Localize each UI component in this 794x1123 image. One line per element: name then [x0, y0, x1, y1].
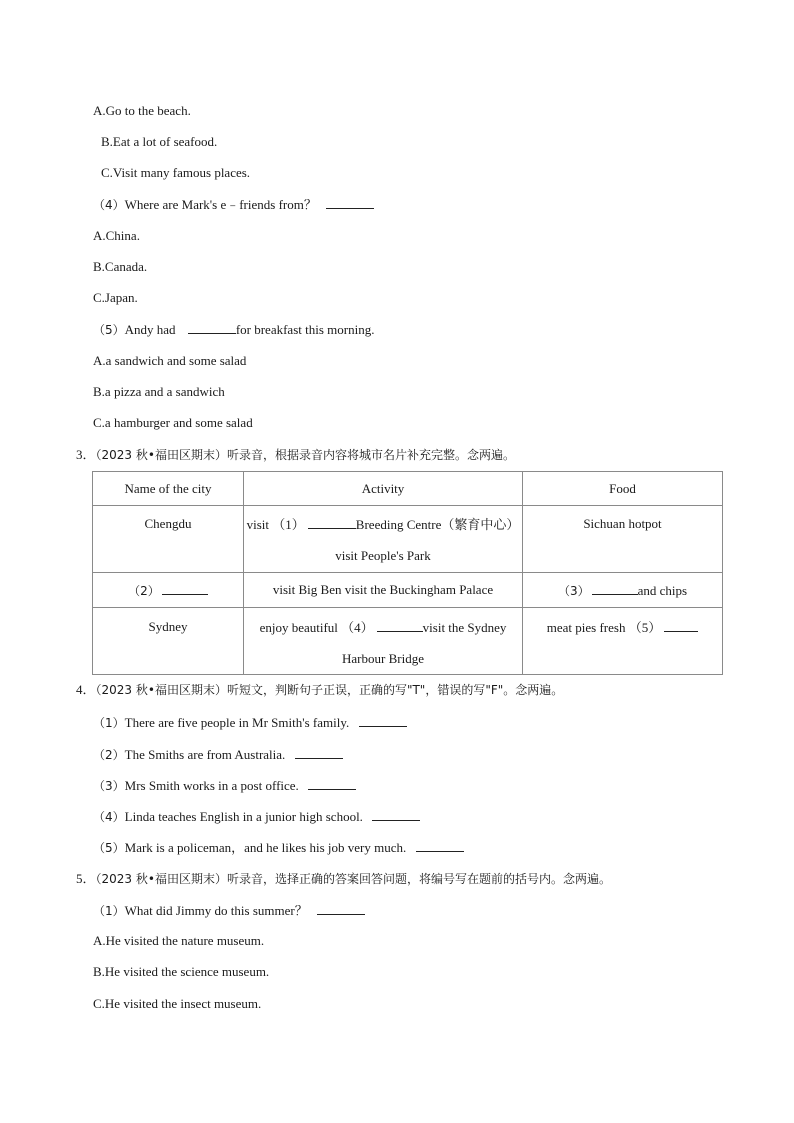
- question-source: （2023 秋•福田区期末）: [95, 448, 227, 462]
- question-number: 4．: [76, 682, 96, 697]
- answer-blank[interactable]: [295, 746, 343, 759]
- option-5a: A.a sandwich and some salad: [93, 353, 247, 368]
- cell-food: Sichuan hotpot: [523, 506, 723, 573]
- food-text: meat pies fresh （5）: [546, 620, 662, 635]
- question-4-heading: [76, 682, 563, 698]
- answer-blank[interactable]: [162, 582, 208, 595]
- answer-blank[interactable]: [416, 839, 464, 852]
- option-4c: C.Japan.: [93, 290, 138, 305]
- question-instruction: 听录音，根据录音内容将城市名片补充完整。念两遍。: [226, 448, 515, 462]
- answer-blank[interactable]: [664, 619, 698, 632]
- question-text-post: for breakfast this morning.: [235, 322, 375, 337]
- table-row: [93, 608, 723, 675]
- city-card-table: [92, 471, 723, 675]
- cell-city: Chengdu: [93, 506, 244, 573]
- item-number: （1）: [93, 904, 125, 918]
- table-header-row: [93, 472, 723, 506]
- activity-text: Breeding Centre（繁育中心）: [355, 517, 520, 532]
- item-number: （1）: [93, 716, 125, 730]
- item-number: （2）: [93, 748, 125, 762]
- option-5-1c: C.He visited the insect museum.: [93, 996, 262, 1011]
- item-number: （4）: [93, 198, 125, 212]
- statement-text: There are five people in Mr Smith's family.: [124, 715, 350, 730]
- activity-text: visit the Sydney: [422, 620, 507, 635]
- question-2-4: [93, 196, 374, 213]
- cell-food: [523, 608, 723, 675]
- question-text-pre: Andy had: [124, 322, 176, 337]
- option-5b: B.a pizza and a sandwich: [93, 384, 225, 399]
- question-2-5: [93, 321, 374, 338]
- answer-blank[interactable]: [592, 582, 638, 595]
- cell-activity: [244, 608, 523, 675]
- option-4a: A.China.: [93, 228, 140, 243]
- item-number: （3）: [93, 779, 125, 793]
- header-food: Food: [523, 472, 723, 506]
- answer-blank[interactable]: [317, 902, 365, 915]
- header-city: Name of the city: [93, 472, 244, 506]
- tf-item-3: [93, 777, 356, 794]
- statement-text: The Smiths are from Australia.: [124, 747, 286, 762]
- answer-blank[interactable]: [359, 714, 407, 727]
- question-text: What did Jimmy do this summer？: [124, 903, 308, 918]
- item-number: （3）: [557, 583, 590, 598]
- question-3-heading: [76, 447, 515, 463]
- item-number: （2）: [128, 583, 160, 598]
- question-number: 5．: [76, 871, 96, 886]
- option-5-1a: A.He visited the nature museum.: [93, 933, 265, 948]
- item-number: （5）: [93, 323, 125, 337]
- answer-blank[interactable]: [326, 196, 374, 209]
- option-3a: A.Go to the beach.: [93, 103, 191, 118]
- activity-text: visit （1）: [246, 517, 305, 532]
- activity-line-1: [244, 619, 522, 636]
- answer-blank[interactable]: [372, 808, 420, 821]
- item-number: （5）: [93, 841, 125, 855]
- activity-line-1: [244, 516, 522, 533]
- question-text: Where are Mark's e﹣friends from？: [124, 197, 317, 212]
- statement-text: Linda teaches English in a junior high school.: [124, 809, 363, 824]
- question-source: （2023 秋•福田区期末）: [95, 683, 227, 697]
- question-number: 3．: [76, 447, 96, 462]
- question-instruction: 听录音，选择正确的答案回答问题，将编号写在题前的括号内。念两遍。: [226, 872, 611, 886]
- statement-text: Mrs Smith works in a post office.: [124, 778, 299, 793]
- food-line: [523, 619, 722, 636]
- answer-blank[interactable]: [308, 777, 356, 790]
- table-row: [93, 573, 723, 608]
- question-source: （2023 秋•福田区期末）: [95, 872, 227, 886]
- answer-blank[interactable]: [188, 321, 236, 334]
- cell-city: Sydney: [93, 608, 244, 675]
- statement-text: Mark is a policeman，and he likes his job very much.: [124, 840, 407, 855]
- activity-line-2: Harbour Bridge: [342, 651, 424, 666]
- cell-activity: visit Big Ben visit the Buckingham Palace: [244, 573, 523, 608]
- option-4b: B.Canada.: [93, 259, 148, 274]
- food-text: and chips: [637, 582, 688, 598]
- question-instruction: 听短文，判断句子正误，正确的写"T"，错误的写"F"。念两遍。: [226, 683, 564, 697]
- question-5-heading: [76, 871, 611, 887]
- option-3b: B.Eat a lot of seafood.: [101, 134, 218, 149]
- activity-line-2: visit People's Park: [335, 548, 431, 563]
- cell-city: [93, 573, 244, 608]
- answer-blank[interactable]: [308, 516, 356, 529]
- option-5c: C.a hamburger and some salad: [93, 415, 253, 430]
- cell-food: [523, 573, 723, 608]
- header-activity: Activity: [244, 472, 523, 506]
- question-5-1: [93, 902, 365, 919]
- item-number: （4）: [93, 810, 125, 824]
- table-row: [93, 506, 723, 573]
- cell-activity: [244, 506, 523, 573]
- tf-item-4: [93, 808, 420, 825]
- tf-item-5: [93, 839, 464, 856]
- tf-item-2: [93, 746, 343, 763]
- answer-blank[interactable]: [377, 619, 423, 632]
- activity-text: enjoy beautiful （4）: [259, 620, 374, 635]
- option-5-1b: B.He visited the science museum.: [93, 964, 270, 979]
- option-3c: C.Visit many famous places.: [101, 165, 251, 180]
- tf-item-1: [93, 714, 407, 731]
